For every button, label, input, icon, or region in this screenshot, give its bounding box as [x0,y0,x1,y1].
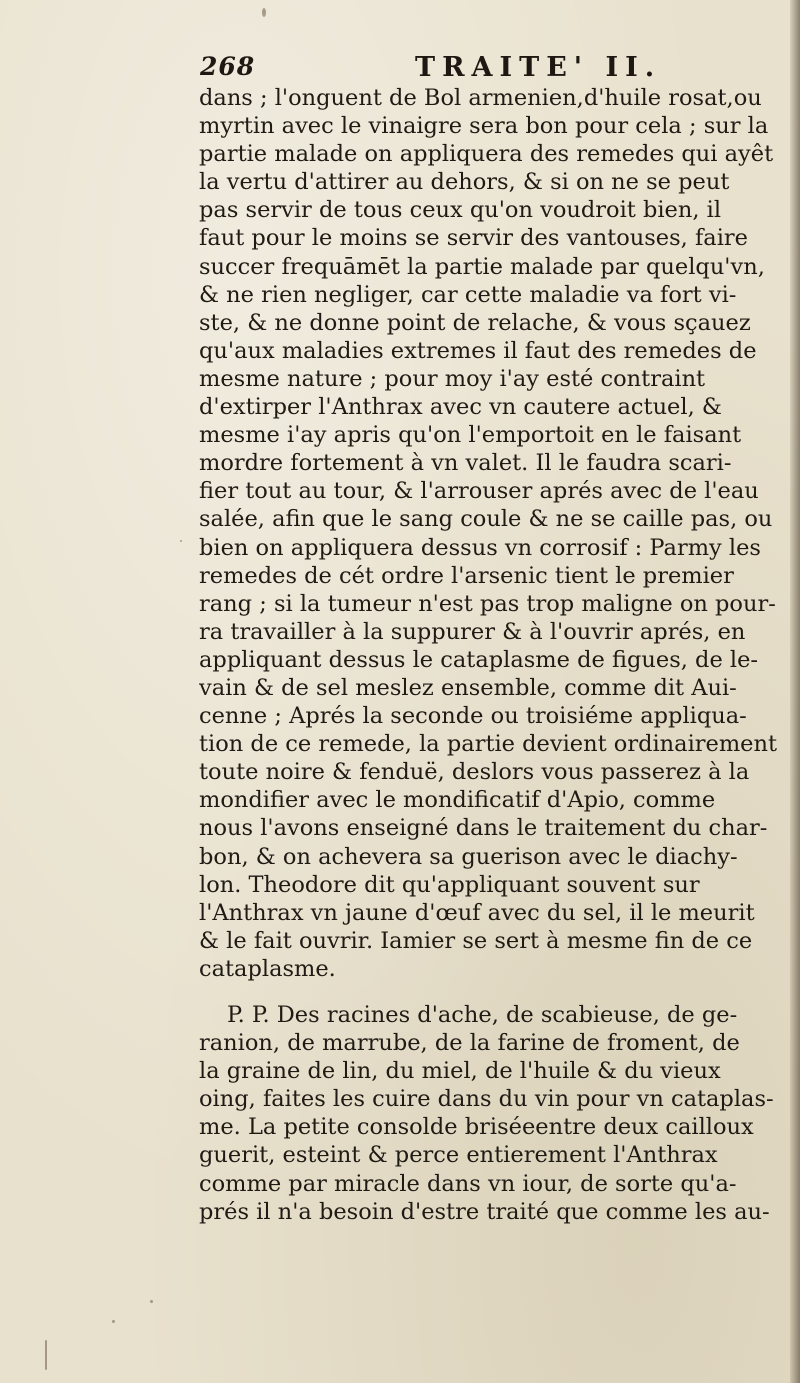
recipe-line: guerit, esteint & perce entierement l'Anthrax [199,1142,718,1169]
text-line: ste, & ne donne point de relache, & vous sçauez [199,309,751,336]
text-line: nous l'avons enseigné dans le traitement du char- [199,815,768,842]
text-line: mesme i'ay apris qu'on l'emportoit en le faisant [199,422,742,449]
text-line: tion de ce remede, la partie devient ordinairement [199,731,778,758]
recipe-line: oing, faites les cuire dans du vin pour vn cataplas- [199,1086,774,1113]
text-line: qu'aux maladies extremes il faut des remedes de [199,337,757,364]
recipe-line: comme par miracle dans vn iour, de sorte qu'a- [199,1170,737,1197]
text-line: dans ; l'onguent de Bol armenien,d'huile rosat,ou [199,85,762,111]
text-line: rang ; si la tumeur n'est pas trop maligne on pour- [199,590,776,617]
recipe-line: prés il n'a besoin d'estre traité que comme les au- [199,1198,770,1225]
text-line: d'extirper l'Anthrax avec vn cautere actuel, & [199,394,722,421]
text-line: & le fait ouvrir. Iamier se sert à mesme fin de ce [199,927,753,954]
text-line: remedes de cét ordre l'arsenic tient le premier [199,562,734,589]
recipe-line: me. La petite consolde briséeentre deux cailloux [199,1114,754,1141]
recipe-line: la graine de lin, du miel, de l'huile & du vieux [199,1058,721,1085]
text-line: succer frequāmēt la partie malade par quelqu'vn, [199,253,765,280]
text-line: ra travailler à la suppurer & à l'ouvrir aprés, en [199,618,746,645]
recipe-line: P. P. Des racines d'ache, de scabieuse, de ge- [227,1002,738,1028]
text-line: appliquant dessus le cataplasme de figues, de le- [199,646,759,673]
text-line: cataplasme. [199,955,336,982]
running-title: TRAITE' II. [415,52,662,83]
text-line: bon, & on achevera sa guerison avec le diachy- [199,843,738,870]
text-line: vain & de sel meslez ensemble, comme dit Aui- [199,674,737,701]
text-line: toute noire & fenduë, deslors vous passerez à la [199,759,750,786]
recipe-line: ranion, de marrube, de la farine de froment, de [199,1030,740,1057]
text-line: l'Anthrax vn jaune d'œuf avec du sel, il le meurit [199,899,755,926]
text-line: partie malade on appliquera des remedes qui ayêt [199,141,774,168]
text-line: lon. Theodore dit qu'appliquant souvent sur [199,871,700,898]
text-line: salée, afin que le sang coule & ne se caille pas, ou [199,506,773,533]
text-line: mesme nature ; pour moy i'ay esté contraint [199,365,706,392]
text-line: cenne ; Aprés la seconde ou troisiéme appliqua- [199,703,747,730]
text-line: faut pour le moins se servir des vantouses, faire [199,225,748,252]
main-text-block [199,84,794,1226]
text-line: & ne rien negliger, car cette maladie va fort vi- [199,281,737,308]
text-line: pas servir de tous ceux qu'on voudroit bien, il [199,197,722,224]
text-line: mordre fortement à vn valet. Il le faudra scari- [199,450,732,477]
text-line: bien on appliquera dessus vn corrosif : Parmy les [199,534,761,561]
text-line: myrtin avec le vinaigre sera bon pour cela ; sur la [199,113,769,140]
page-number: 268 [200,52,256,81]
text-line: la vertu d'attirer au dehors, & si on ne se peut [199,169,730,196]
text-line: fier tout au tour, & l'arrouser aprés avec de l'eau [199,478,759,505]
text-line: mondifier avec le mondificatif d'Apio, comme [199,787,716,814]
